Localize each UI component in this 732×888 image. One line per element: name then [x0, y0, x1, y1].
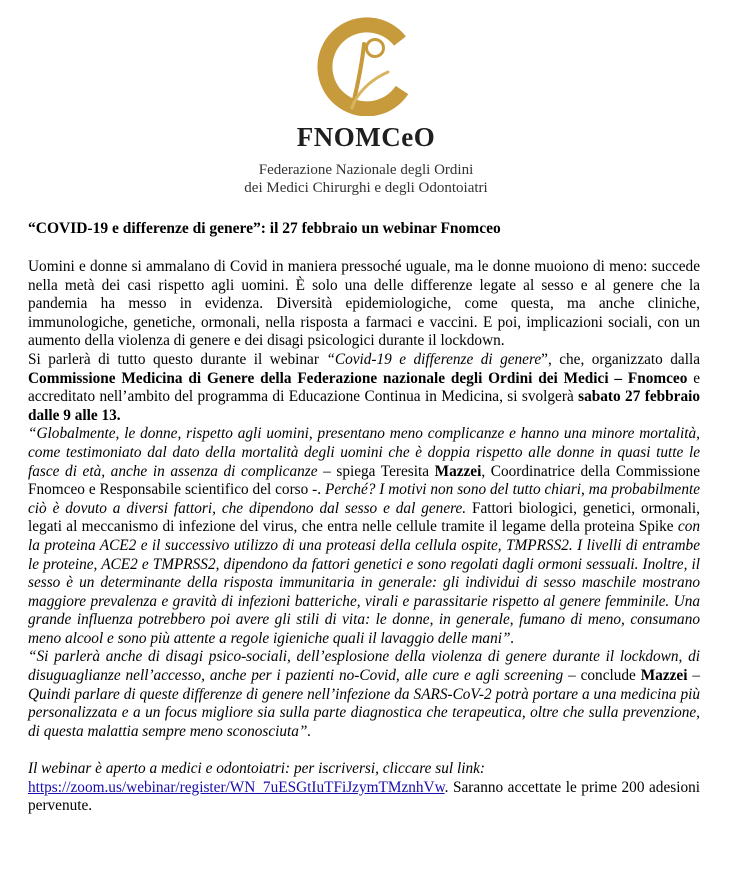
- webinar-title: “Covid-19 e differenze di genere: [326, 350, 542, 368]
- org-full-name-line1: Federazione Nazionale degli Ordini: [258, 162, 474, 178]
- quote-run: Quindi parlare di queste differenze di genere nell’infezione da SARS-CoV-2 potrà portare a una medicina più personalizzata e a un focus migliore sia sulla parte diagnostica che terapeutica, oltre che sulla prevenzione, di questa malattia sempre meno sconosciuta”.: [28, 685, 700, 740]
- text-run: e accreditato nell’ambito del programma di Educazione Continua in Medicina, si svolgerà: [28, 369, 700, 406]
- quote-run: Perché? I motivi non sono del tutto chiari, ma probabilmente ciò è dovuto a diversi fattori, che dipendono dal sesso e dal genere.: [28, 481, 701, 517]
- fnomceo-logo-icon: [312, 14, 414, 116]
- org-full-name-line2: dei Medici Chirurghi e degli Odontoiatri: [244, 180, 488, 196]
- text-run: Si parlerà di tutto questo durante il webinar: [28, 350, 327, 368]
- article-headline: “COVID-19 e differenze di genere”: il 27 febbraio un webinar Fnomceo: [28, 220, 501, 237]
- paragraph-conclusion: [28, 648, 700, 741]
- quote-run: con la proteina ACE2 e il successivo utilizzo di una proteasi della cellula ospite, TMPRSS2. I livelli di entrambe le proteine, ACE2 e TMPRSS2, dipendono da fattori genetici e sono regolati dagli ormoni sessuali. Inoltre, il sesso è un determinante della risposta immunitaria in generale: gli individui di sesso maschile mostrano maggiore prevalenza e gravità di infezioni batteriche, virali e parassitarie rispetto al genere femminile. Una grande influenza potrebbero poi avere gli stili di vita:: [28, 518, 700, 629]
- registration-intro: Il webinar è aperto a medici e odontoiatri: per iscriversi, cliccare sul link:: [28, 760, 485, 778]
- article-body: [28, 258, 700, 816]
- webinar-date: sabato 27 febbraio dalle 9 alle 13.: [28, 388, 700, 424]
- paragraph-intro: Uomini e donne si ammalano di Covid in maniera pressoché uguale, ma le donne muoiono di meno: succede nella metà dei casi rispetto agli uomini. È solo una delle differenze legate al sesso e al genere che la pandemia ha messo in evidenza. Diversità epidemiologiche, come questa, ma anche cliniche, immunologiche, genetiche, ormonali, nella risposta a farmaci e vaccini. E poi, implicazioni sociali, con un aumento della violenza di genere e dei disagi psicologici durante il lockdown.: [28, 258, 700, 350]
- text-run: . Saranno accettate le prime 200 adesioni pervenute.: [28, 778, 700, 815]
- text-run: – conclude: [563, 667, 641, 685]
- quote-run: “Globalmente, le donne, rispetto agli uomini, presentano meno complicanze e hanno una minore mortalità, come testimoniato dal dato della mortalità degli uomini che è doppia rispetto alle donne in quasi tutte le fasce di età, anche in assenza di complicanze: [28, 425, 700, 480]
- text-run: –: [687, 667, 700, 685]
- speaker-name: Mazzei: [434, 462, 482, 480]
- paragraph-spacer: [28, 741, 700, 760]
- text-run: Fattori biologici, genetici, ormonali, legati al meccanismo di infezione del virus, che entra nelle cellule tramite il legame della proteina Spike: [28, 499, 700, 536]
- text-run: le donne, in generale, fumano di meno, consumano meno alcool e sono più attente a regole igieniche quali il lavaggio delle mani”.: [28, 611, 700, 647]
- org-short-name: FNOMCeO: [296, 122, 436, 152]
- quote-run: “Si parlerà anche di disagi psico-sociali, dell’esplosione della violenza di genere durante il lockdown, di disuguaglianze nell’accesso, anche per i pazienti no-Covid, alle cure e agli screening: [28, 648, 700, 685]
- text-run: – spiega Teresita: [317, 462, 435, 480]
- commission-name: Commissione Medicina di Genere della Federazione nazionale degli Ordini dei Medici – Fnomceo: [28, 369, 688, 387]
- paragraph-webinar-announcement: [28, 351, 700, 425]
- paragraph-mazzei-quote: [28, 425, 700, 648]
- paragraph-registration: [28, 760, 700, 816]
- text-run: ”, che, organizzato dalla: [541, 350, 700, 368]
- speaker-name: Mazzei: [640, 667, 688, 685]
- registration-link[interactable]: https://zoom.us/webinar/register/WN_7uESGtIuTFiJzymTMznhVw: [28, 778, 445, 796]
- text-run: , Coordinatrice della Commissione Fnomceo e Responsabile scientifico del corso -.: [28, 462, 700, 499]
